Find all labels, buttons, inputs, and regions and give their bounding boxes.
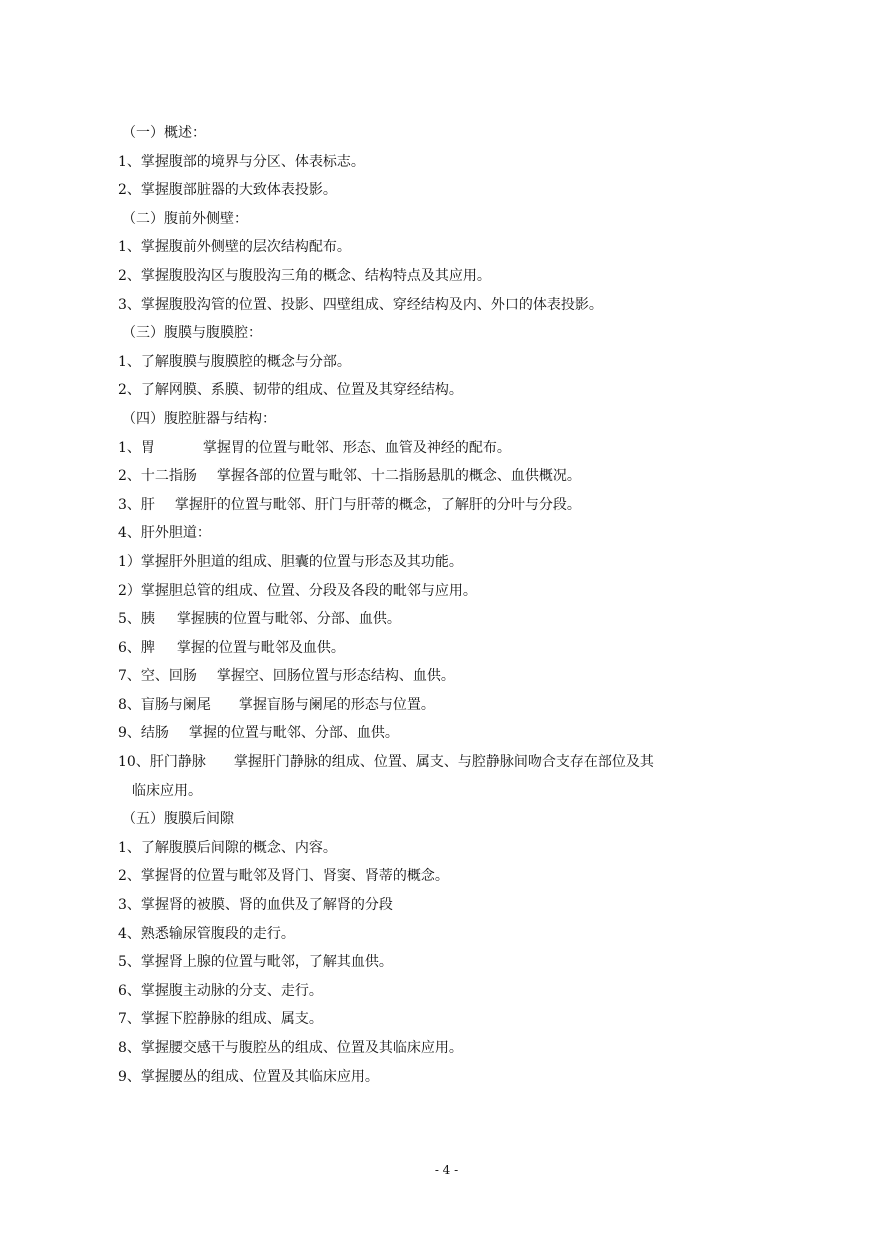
list-item: 1、了解腹膜后间隙的概念、内容。 (118, 839, 337, 856)
list-item: 1、掌握腹部的境界与分区、体表标志。 (118, 153, 365, 170)
page-number: - 4 - (434, 1163, 459, 1177)
list-item: 8、掌握腰交感干与腹腔丛的组成、位置及其临床应用。 (118, 1040, 463, 1056)
list-item (118, 462, 778, 491)
item-description: 掌握肝的位置与毗邻、肝门与肝蒂的概念，了解肝的分叶与分段。 (174, 496, 581, 513)
list-item: 4、熟悉输尿管腹段的走行。 (118, 925, 295, 942)
item-description: 掌握肝门静脉的组成、位置、属支、与腔静脉间吻合支存在部位及其 (233, 754, 654, 771)
list-item: 5、掌握肾上腺的位置与毗邻，了解其血供。 (118, 954, 393, 971)
list-item: 2、掌握腹股沟区与腹股沟三角的概念、结构特点及其应用。 (118, 267, 491, 284)
item-label: 8、盲肠与阑尾 (118, 696, 211, 713)
list-item (118, 605, 778, 634)
list-item (118, 434, 778, 463)
item-description: 掌握的位置与毗邻及血供。 (176, 639, 345, 656)
section-heading: （四）腹腔脏器与结构： (122, 410, 276, 427)
list-item (118, 634, 778, 663)
list-item: 2、了解网膜、系膜、韧带的组成、位置及其穿经结构。 (118, 382, 463, 399)
item-label: 2、十二指肠 (118, 468, 197, 485)
list-item: 9、掌握腰丛的组成、位置及其临床应用。 (118, 1068, 379, 1085)
list-item: 1、掌握腹前外侧壁的层次结构配布。 (118, 239, 351, 256)
item-label: 5、胰 (118, 611, 155, 628)
list-item: 2、掌握腹部脏器的大致体表投影。 (118, 182, 337, 199)
list-item: 2、掌握肾的位置与毗邻及肾门、肾窦、肾蒂的概念。 (118, 868, 449, 885)
list-item (118, 719, 778, 748)
list-item: 1）掌握肝外胆道的组成、胆囊的位置与形态及其功能。 (118, 553, 463, 570)
item-description: 掌握胃的位置与毗邻、形态、血管及神经的配布。 (202, 439, 511, 456)
item-label: 7、空、回肠 (118, 668, 197, 685)
section-heading: （三）腹膜与腹膜腔： (122, 325, 262, 342)
list-item: 6、掌握腹主动脉的分支、走行。 (118, 982, 323, 999)
document-body (118, 119, 778, 1091)
list-item (118, 748, 778, 777)
list-item: 4、肝外胆道： (118, 525, 211, 542)
list-item: 3、掌握腹股沟管的位置、投影、四壁组成、穿经结构及内、外口的体表投影。 (118, 296, 603, 313)
list-item (118, 491, 778, 520)
list-item (118, 662, 778, 691)
item-description: 掌握胰的位置与毗邻、分部、血供。 (176, 611, 401, 628)
list-item: 2）掌握胆总管的组成、位置、分段及各段的毗邻与应用。 (118, 582, 477, 599)
item-label: 10、肝门静脉 (118, 754, 206, 771)
list-item (118, 691, 778, 720)
item-label: 6、脾 (118, 639, 155, 656)
item-description: 掌握空、回肠位置与形态结构、血供。 (216, 668, 455, 685)
item-description: 掌握盲肠与阑尾的形态与位置。 (238, 696, 435, 713)
section-heading: （二）腹前外侧壁： (122, 210, 248, 227)
list-item: 3、掌握肾的被膜、肾的血供及了解肾的分段 (118, 897, 393, 914)
item-description: 掌握各部的位置与毗邻、十二指肠悬肌的概念、血供概况。 (216, 468, 581, 485)
item-description: 掌握的位置与毗邻、分部、血供。 (188, 725, 399, 742)
item-label: 9、结肠 (118, 725, 169, 742)
item-label: 1、胃 (118, 439, 155, 456)
section-heading: （五）腹膜后间隙 (122, 811, 234, 828)
section-heading: （一）概述： (122, 125, 206, 141)
list-item-continuation: 临床应用。 (132, 782, 202, 799)
list-item: 1、了解腹膜与腹膜腔的概念与分部。 (118, 353, 351, 370)
item-label: 3、肝 (118, 496, 155, 513)
list-item: 7、掌握下腔静脉的组成、属支。 (118, 1011, 323, 1028)
